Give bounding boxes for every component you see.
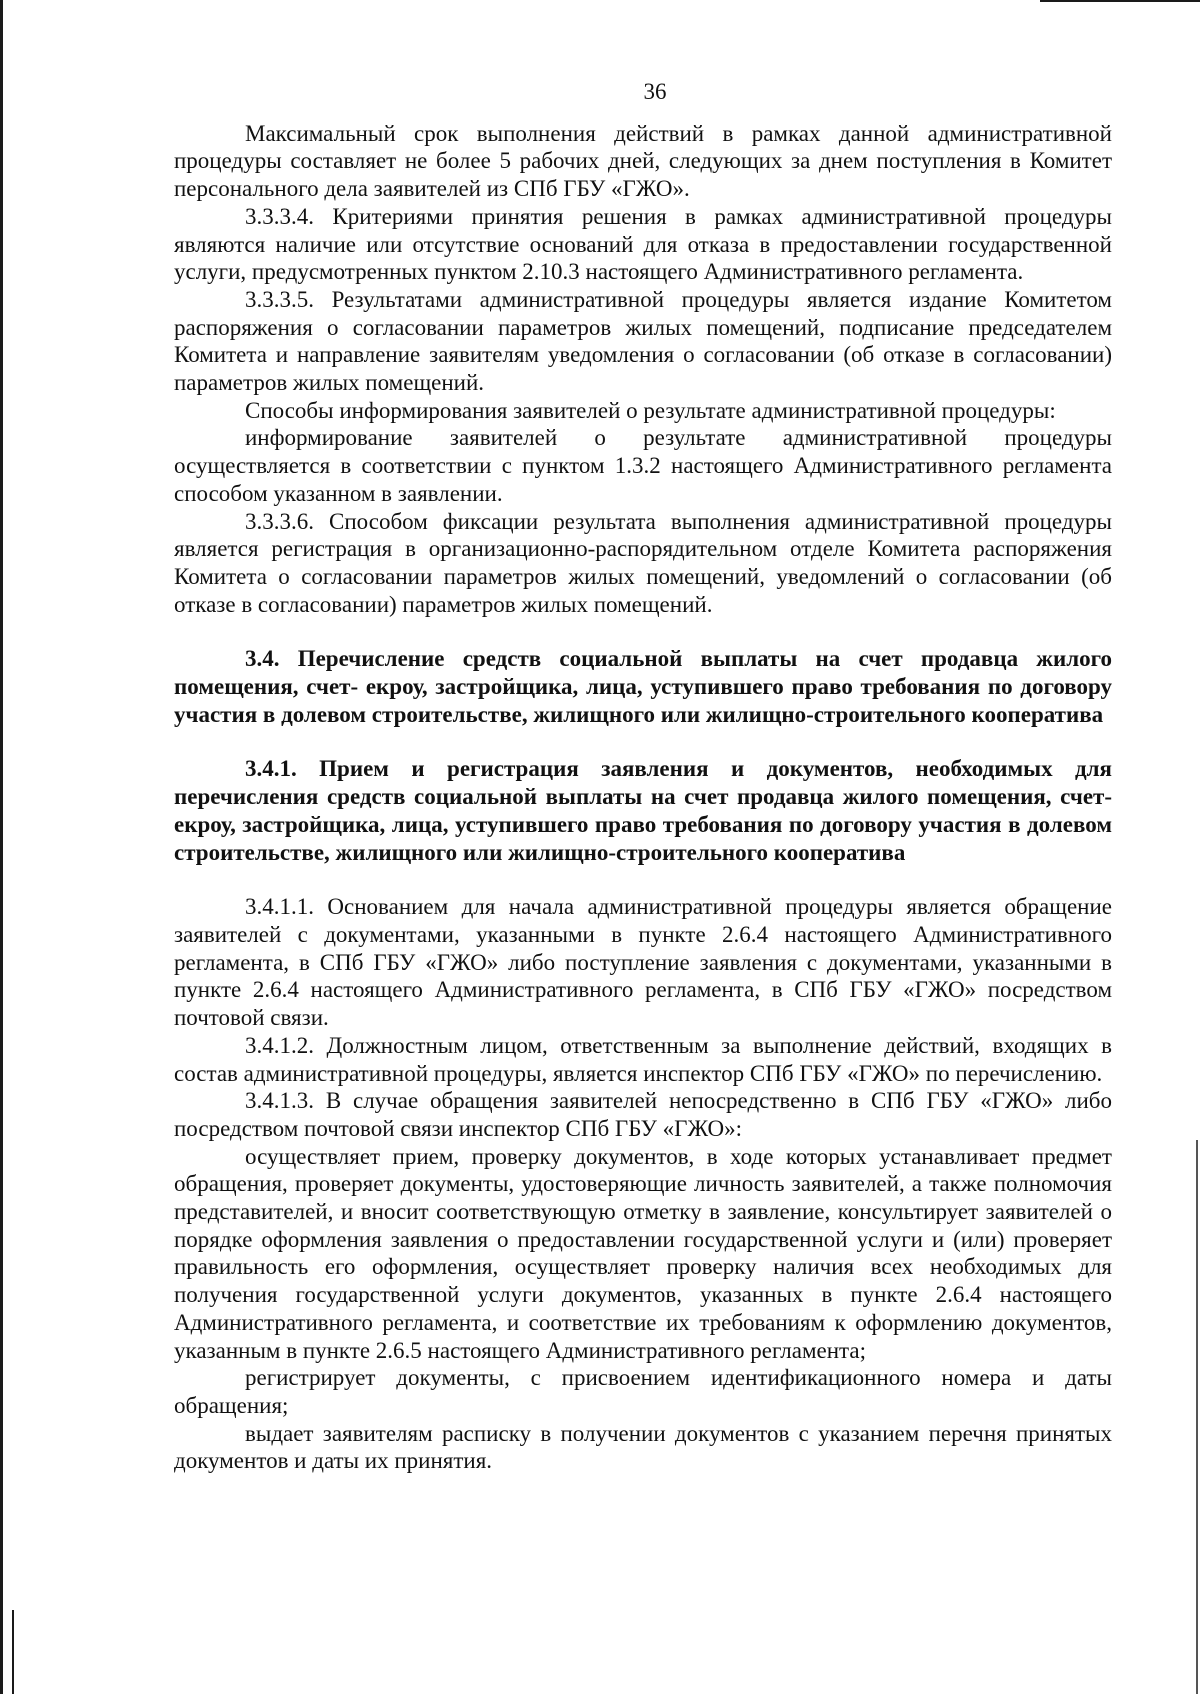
paragraph: 3.4.1.3. В случае обращения заявителей непосредственно в СПб ГБУ «ГЖО» либо посредством почтовой связи инспектор СПб ГБУ «ГЖО»:	[174, 1088, 1112, 1141]
document-body	[174, 120, 1112, 1475]
paragraph: Способы информирования заявителей о результате административной процедуры:	[245, 397, 1056, 423]
page-number: 36	[643, 79, 667, 104]
paragraph: Максимальный срок выполнения действий в рамках данной административной процедуры составляет не более 5 рабочих дней, следующих за днем поступления в Комитет персонального дела заявителей из СПб ГБУ «ГЖО».	[174, 120, 1112, 202]
paragraph: 3.3.3.6. Способом фиксации результата выполнения административной процедуры является регистрация в организационно-распорядительном отделе Комитета распоряжения Комитета о согласовании параметров жилых помещений, уведомлений о согласовании (об отказе в согласовании) параметров жилых помещений.	[174, 508, 1112, 617]
paragraph: осуществляет прием, проверку документов, в ходе которых устанавливает предмет обращения, проверяет документы, удостоверяющие личность заявителей, а также полномочия представителей, и вносит соответствующую отметку в заявление, консультирует заявителей о порядке оформления заявления о предоставлении государственной услуги и (или) проверяет правильность его оформления, осуществляет проверку наличия всех необходимых для получения государственной услуги документов, указанных в пункте 2.6.4 настоящего Административного регламента, и соответствие их требованиям к оформлению документов, указанным в пункте 2.6.5 настоящего Административного регламента;	[174, 1143, 1112, 1363]
paragraph: 3.4.1.1. Основанием для начала административной процедуры является обращение заявителей с документами, указанными в пункте 2.6.4 настоящего Административного регламента, в СПб ГБУ «ГЖО» либо поступление заявления с документами, указанными в пункте 2.6.4 настоящего Административного регламента, в СПб ГБУ «ГЖО» посредством почтовой связи.	[174, 894, 1112, 1031]
scan-edge-left	[0, 0, 3, 1694]
paragraph-gap	[174, 728, 1112, 755]
paragraph: 3.4.1.2. Должностным лицом, ответственным за выполнение действий, входящих в состав административной процедуры, является инспектор СПб ГБУ «ГЖО» по перечислению.	[174, 1032, 1112, 1086]
scan-edge-top-right	[1040, 0, 1200, 2]
paragraph-gap	[174, 618, 1112, 645]
section-heading: 3.4.1. Прием и регистрация заявления и документов, необходимых для перечисления средств социальной выплаты на счет продавца жилого помещения, счет- екроу, застройщика, лица, уступившего право требования по договору участия в долевом строительстве, жилищного или жилищно-строительного кооператива	[174, 756, 1112, 865]
paragraph: информирование заявителей о результате административной процедуры осуществляется в соответствии с пунктом 1.3.2 настоящего Административного регламента способом указанном в заявлении.	[174, 425, 1112, 506]
paragraph: 3.3.3.4. Критериями принятия решения в рамках административной процедуры являются наличие или отсутствие оснований для отказа в предоставлении государственной услуги, предусмотренных пунктом 2.10.3 настоящего Административного регламента.	[174, 203, 1112, 285]
scan-mark-bottom-left	[12, 1610, 14, 1694]
paragraph: выдает заявителям расписку в получении документов с указанием перечня принятых документов и даты их принятия.	[174, 1420, 1112, 1474]
paragraph: 3.3.3.5. Результатами административной процедуры является издание Комитетом распоряжения о согласовании параметров жилых помещений, подписание председателем Комитета и направление заявителям уведомления о согласовании (об отказе в согласовании) параметров жилых помещений.	[174, 286, 1112, 396]
document-page	[174, 78, 1112, 1475]
paragraph-gap	[174, 866, 1112, 893]
scan-edge-right	[1196, 1140, 1198, 1694]
section-heading: 3.4. Перечисление средств социальной выплаты на счет продавца жилого помещения, счет- екроу, застройщика, лица, уступившего право требования по договору участия в долевом строительстве, жилищного или жилищно-строительного кооператива	[174, 646, 1112, 727]
paragraph: регистрирует документы, с присвоением идентификационного номера и даты обращения;	[174, 1365, 1112, 1418]
